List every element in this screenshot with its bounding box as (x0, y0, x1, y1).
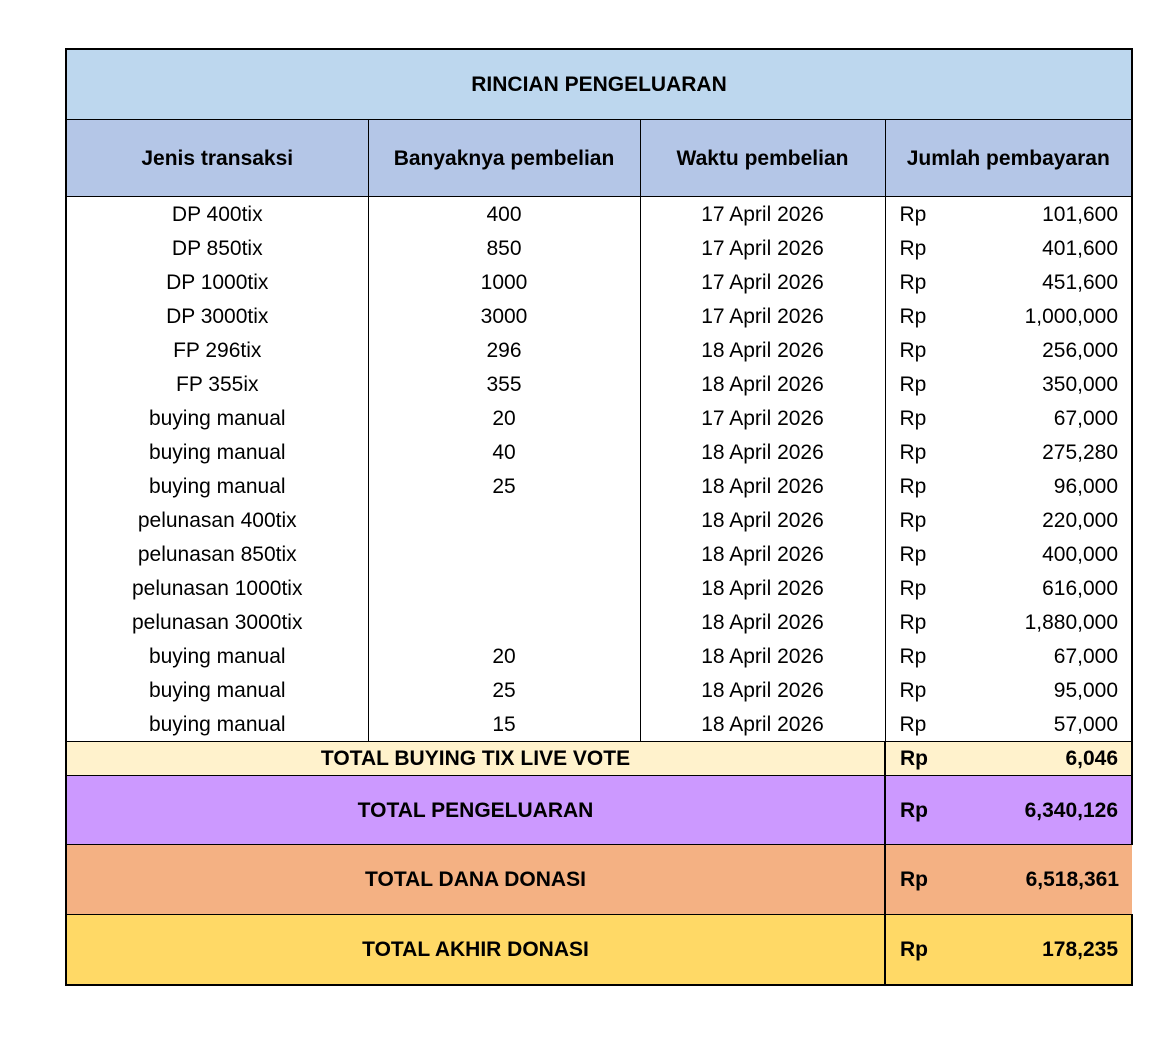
purchase-date-cell: 18 April 2026 (640, 571, 885, 605)
amount-value: 350,000 (1042, 372, 1119, 396)
quantity-cell (368, 605, 640, 639)
amount-value: 616,000 (1042, 576, 1119, 600)
amount-cell (885, 503, 1132, 537)
transaction-type-cell: buying manual (66, 469, 368, 503)
amount-cell (885, 707, 1132, 742)
currency-label: Rp (899, 712, 927, 736)
currency-label: Rp (899, 338, 927, 362)
transaction-type-cell: FP 296tix (66, 333, 368, 367)
amount-value: 67,000 (1053, 644, 1119, 668)
transaction-type-cell: pelunasan 850tix (66, 537, 368, 571)
currency-label: Rp (899, 372, 927, 396)
total-dana-donasi-row (66, 845, 1132, 915)
amount-value: 1,000,000 (1024, 304, 1119, 328)
quantity-cell (368, 503, 640, 537)
transaction-type-cell: buying manual (66, 435, 368, 469)
total-akhir-donasi-row (66, 915, 1132, 986)
quantity-cell: 20 (368, 639, 640, 673)
amount-value: 67,000 (1053, 406, 1119, 430)
transaction-type-cell: FP 355ix (66, 367, 368, 401)
amount-cell (885, 673, 1132, 707)
amount-cell (885, 639, 1132, 673)
purchase-date-cell: 18 April 2026 (640, 605, 885, 639)
transaction-type-cell: pelunasan 1000tix (66, 571, 368, 605)
transaction-type-cell: DP 850tix (66, 231, 368, 265)
table-row (66, 673, 1132, 707)
purchase-date-cell: 17 April 2026 (640, 231, 885, 265)
amount-cell (885, 333, 1132, 367)
quantity-cell: 1000 (368, 265, 640, 299)
quantity-cell (368, 571, 640, 605)
currency-label: Rp (899, 610, 927, 634)
amount-cell (885, 367, 1132, 401)
table-row (66, 231, 1132, 265)
amount-value: 6,340,126 (1024, 798, 1119, 822)
currency-label: Rp (899, 236, 927, 260)
quantity-cell: 40 (368, 435, 640, 469)
table-row (66, 333, 1132, 367)
transaction-type-cell: buying manual (66, 639, 368, 673)
table-row (66, 469, 1132, 503)
amount-cell (885, 401, 1132, 435)
amount-cell (885, 299, 1132, 333)
purchase-date-cell: 18 April 2026 (640, 673, 885, 707)
currency-label: Rp (900, 798, 928, 822)
table-row (66, 707, 1132, 742)
amount-value: 6,518,361 (1025, 868, 1120, 891)
transaction-type-cell: pelunasan 400tix (66, 503, 368, 537)
amount-value: 101,600 (1042, 202, 1119, 226)
amount-cell (885, 742, 1132, 776)
amount-value: 256,000 (1042, 338, 1119, 362)
purchase-date-cell: 17 April 2026 (640, 299, 885, 333)
table-row (66, 299, 1132, 333)
summary-label: TOTAL DANA DONASI (66, 845, 885, 915)
amount-value: 178,235 (1042, 938, 1119, 961)
purchase-date-cell: 18 April 2026 (640, 469, 885, 503)
quantity-cell: 296 (368, 333, 640, 367)
header-jenis-transaksi: Jenis transaksi (66, 120, 368, 197)
amount-value: 220,000 (1042, 508, 1119, 532)
amount-value: 451,600 (1042, 270, 1119, 294)
quantity-cell: 25 (368, 673, 640, 707)
purchase-date-cell: 17 April 2026 (640, 265, 885, 299)
quantity-cell: 3000 (368, 299, 640, 333)
amount-cell (885, 231, 1132, 265)
quantity-cell: 25 (368, 469, 640, 503)
amount-value: 1,880,000 (1024, 610, 1119, 634)
quantity-cell (368, 537, 640, 571)
purchase-date-cell: 18 April 2026 (640, 367, 885, 401)
quantity-cell: 400 (368, 197, 640, 232)
amount-cell (885, 605, 1132, 639)
table-row (66, 571, 1132, 605)
amount-cell (885, 265, 1132, 299)
amount-value: 96,000 (1053, 474, 1119, 498)
header-jumlah-pembayaran: Jumlah pembayaran (885, 120, 1132, 197)
header-banyaknya-pembelian: Banyaknya pembelian (368, 120, 640, 197)
purchase-date-cell: 18 April 2026 (640, 537, 885, 571)
purchase-date-cell: 18 April 2026 (640, 435, 885, 469)
table-row (66, 537, 1132, 571)
transaction-type-cell: DP 400tix (66, 197, 368, 232)
amount-value: 275,280 (1042, 440, 1119, 464)
transaction-type-cell: buying manual (66, 401, 368, 435)
purchase-date-cell: 18 April 2026 (640, 333, 885, 367)
amount-cell (885, 435, 1132, 469)
currency-label: Rp (899, 576, 927, 600)
amount-value: 57,000 (1053, 712, 1119, 736)
currency-label: Rp (899, 440, 927, 464)
transaction-type-cell: pelunasan 3000tix (66, 605, 368, 639)
table-row (66, 435, 1132, 469)
quantity-cell: 850 (368, 231, 640, 265)
amount-cell (885, 571, 1132, 605)
currency-label: Rp (900, 868, 928, 891)
transaction-type-cell: DP 3000tix (66, 299, 368, 333)
quantity-cell: 355 (368, 367, 640, 401)
currency-label: Rp (899, 270, 927, 294)
table-row (66, 265, 1132, 299)
amount-value: 95,000 (1053, 678, 1119, 702)
total-buying-tix-row (66, 742, 1132, 776)
quantity-cell: 20 (368, 401, 640, 435)
purchase-date-cell: 18 April 2026 (640, 639, 885, 673)
amount-cell (885, 197, 1132, 232)
summary-label: TOTAL BUYING TIX LIVE VOTE (66, 742, 885, 776)
header-waktu-pembelian: Waktu pembelian (640, 120, 885, 197)
currency-label: Rp (899, 678, 927, 702)
currency-label: Rp (900, 747, 928, 770)
transaction-type-cell: buying manual (66, 673, 368, 707)
summary-label: TOTAL PENGELUARAN (66, 776, 885, 845)
amount-cell (885, 845, 1132, 915)
table-title: RINCIAN PENGELUARAN (66, 49, 1132, 120)
amount-cell (885, 537, 1132, 571)
expense-table (65, 48, 1133, 986)
purchase-date-cell: 17 April 2026 (640, 401, 885, 435)
title-row (66, 49, 1132, 120)
transaction-type-cell: DP 1000tix (66, 265, 368, 299)
amount-value: 6,046 (1065, 747, 1119, 770)
currency-label: Rp (899, 406, 927, 430)
total-pengeluaran-row (66, 776, 1132, 845)
table-row (66, 197, 1132, 232)
currency-label: Rp (899, 304, 927, 328)
amount-value: 401,600 (1042, 236, 1119, 260)
currency-label: Rp (899, 202, 927, 226)
summary-label: TOTAL AKHIR DONASI (66, 915, 885, 986)
currency-label: Rp (899, 508, 927, 532)
table-row (66, 503, 1132, 537)
amount-cell (885, 776, 1132, 845)
table-row (66, 401, 1132, 435)
currency-label: Rp (899, 542, 927, 566)
table-row (66, 605, 1132, 639)
currency-label: Rp (899, 644, 927, 668)
table-row (66, 639, 1132, 673)
transaction-type-cell: buying manual (66, 707, 368, 742)
currency-label: Rp (900, 938, 928, 961)
currency-label: Rp (899, 474, 927, 498)
purchase-date-cell: 17 April 2026 (640, 197, 885, 232)
amount-cell (885, 915, 1132, 986)
amount-cell (885, 469, 1132, 503)
purchase-date-cell: 18 April 2026 (640, 503, 885, 537)
purchase-date-cell: 18 April 2026 (640, 707, 885, 742)
table-row (66, 367, 1132, 401)
amount-value: 400,000 (1042, 542, 1119, 566)
header-row (66, 120, 1132, 197)
quantity-cell: 15 (368, 707, 640, 742)
